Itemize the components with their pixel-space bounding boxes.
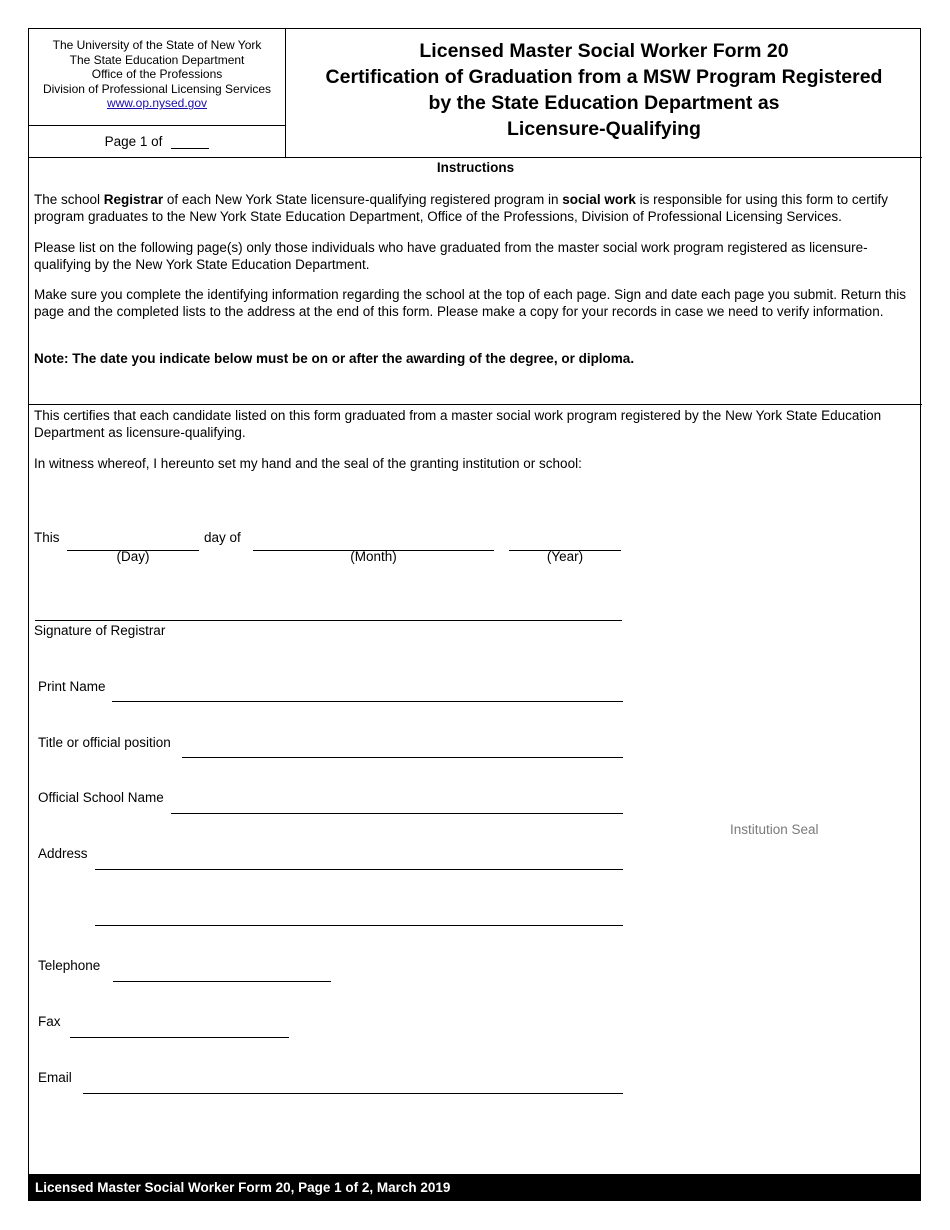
day-caption: (Day) [116, 549, 150, 564]
instructions-paragraph-1 [34, 191, 919, 225]
form-title [286, 29, 922, 157]
school-name-label: Official School Name [38, 790, 164, 805]
telephone-label: Telephone [38, 958, 101, 973]
address-label: Address [38, 846, 88, 861]
month-caption: (Month) [350, 549, 397, 564]
page-number-box [29, 126, 285, 157]
form-page [28, 28, 921, 1201]
fax-input-line[interactable] [70, 1037, 289, 1038]
page-total-blank[interactable] [171, 135, 209, 149]
address-input-line-1[interactable] [95, 869, 623, 870]
instructions-paragraph-2: Please list on the following page(s) only those individuals who have graduated from the master social work program registered as licensure-qualifying by the New York State Education Department. [34, 240, 868, 272]
instructions-note: Note: The date you indicate below must be on or after the awarding of the degree, or diploma. [34, 351, 635, 366]
school-name-input-line[interactable] [171, 813, 623, 814]
p1-text-a: The school [34, 192, 104, 207]
title-line-1: Licensed Master Social Worker Form 20 [419, 40, 789, 62]
fax-label: Fax [38, 1014, 61, 1029]
agency-line-3: Office of the Professions [91, 67, 223, 82]
print-name-label: Print Name [38, 679, 106, 694]
telephone-input-line[interactable] [113, 981, 331, 982]
agency-website-link[interactable]: www.op.nysed.gov [106, 96, 208, 111]
title-line-4: Licensure-Qualifying [507, 118, 701, 140]
signature-label: Signature of Registrar [34, 623, 166, 638]
title-line-2: Certification of Graduation from a MSW Program Registered [325, 66, 883, 88]
witness-statement: In witness whereof, I hereunto set my hand and the seal of the granting institution or school: [34, 456, 582, 471]
address-input-line-2[interactable] [95, 925, 623, 926]
page-number-label: Page 1 of [104, 134, 163, 149]
year-caption: (Year) [546, 549, 584, 564]
certification-statement: This certifies that each candidate listed on this form graduated from a master social work program registered by the New York State Education Department as licensure-qualifying. [34, 408, 882, 440]
instructions-heading: Instructions [436, 160, 515, 175]
p1-social-work-bold: social work [562, 192, 636, 207]
agency-block [29, 29, 285, 125]
day-of-label: day of [204, 530, 241, 545]
form-footer: Licensed Master Social Worker Form 20, Page 1 of 2, March 2019 [29, 1174, 920, 1201]
email-input-line[interactable] [83, 1093, 623, 1094]
agency-line-4: Division of Professional Licensing Services [42, 81, 272, 96]
p1-text-b: of each New York State licensure-qualifying registered program in [163, 192, 563, 207]
p1-registrar-bold: Registrar [103, 192, 164, 207]
instructions-bottom-border [29, 404, 922, 405]
title-line-3: by the State Education Department as [428, 92, 780, 114]
header-bottom-border [29, 157, 922, 158]
print-name-input-line[interactable] [112, 701, 623, 702]
email-label: Email [38, 1070, 72, 1085]
signature-line[interactable] [35, 620, 622, 621]
p1-text-c: is responsible for using this form to certify program graduates to the New York State Education Department, Office of the Professions, Division of Professional Licensing Services. [34, 192, 888, 224]
title-position-input-line[interactable] [182, 757, 623, 758]
institution-seal-placeholder: Institution Seal [730, 822, 819, 837]
agency-line-2: The State Education Department [69, 52, 245, 67]
agency-line-1: The University of the State of New York [52, 38, 262, 52]
this-label: This [34, 530, 60, 545]
title-position-label: Title or official position [38, 735, 171, 750]
instructions-paragraph-3: Make sure you complete the identifying information regarding the school at the top of each page. Sign and date each page you submit. Return this page and the completed lists to the address at the end of this form. Please make a copy for your records in case we need to verify information. [34, 287, 907, 319]
